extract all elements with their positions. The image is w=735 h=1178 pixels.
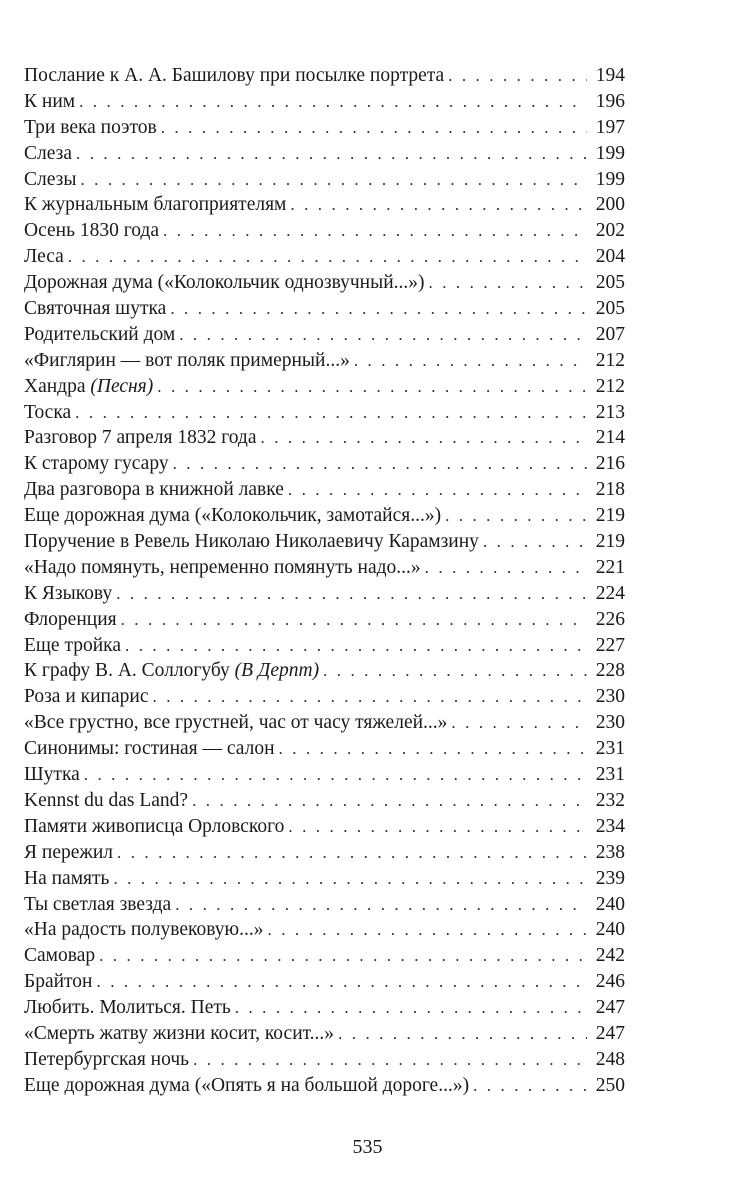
toc-entry-page: 205 xyxy=(595,272,625,294)
toc-entry-title-text: К журнальным благоприятелям xyxy=(24,194,287,216)
toc-entry-title xyxy=(24,167,80,193)
toc-entry xyxy=(24,995,625,1021)
toc-dot-leader xyxy=(80,167,587,193)
toc-entry-title-text: Еще тройка xyxy=(24,634,121,656)
toc-entry xyxy=(24,866,625,892)
toc-entry-page: 231 xyxy=(595,738,625,760)
toc-dot-leader xyxy=(121,607,587,633)
toc-dot-leader xyxy=(429,270,587,296)
toc-entry xyxy=(24,348,625,374)
toc-dot-leader xyxy=(173,451,587,477)
toc-entry-page: 240 xyxy=(595,893,625,915)
toc-entry-title-text: «Смерть жатву жизни косит, косит...» xyxy=(24,1022,335,1044)
toc-entry-title-text: «Фиглярин — вот поляк примерный...» xyxy=(24,349,350,371)
toc-entry-page: 197 xyxy=(595,116,625,138)
toc-entry-page: 214 xyxy=(595,427,625,449)
toc-dot-leader xyxy=(192,788,587,814)
toc-entry-title-text: Родительский дом xyxy=(24,323,176,345)
toc-entry-title-text: Послание к А. А. Башилову при посылке портрета xyxy=(24,65,445,86)
toc-entry-title xyxy=(24,348,354,374)
toc-entry-page: 246 xyxy=(595,971,625,993)
toc-dot-leader xyxy=(288,477,587,503)
toc-entry xyxy=(24,710,625,736)
toc-entry-page: 219 xyxy=(595,505,625,527)
toc-entry-page: 205 xyxy=(595,298,625,320)
toc-entry xyxy=(24,943,625,969)
toc-entry xyxy=(24,969,625,995)
toc-entry-page: 242 xyxy=(595,945,625,967)
toc-entry-title xyxy=(24,296,170,322)
toc-entry-title-text: Самовар xyxy=(24,945,96,967)
toc-entry-page: 248 xyxy=(595,1048,625,1070)
toc-entry-title-text: Брайтон xyxy=(24,971,93,993)
toc-entry xyxy=(24,529,625,555)
toc-dot-leader xyxy=(235,995,587,1021)
toc-entry-page: 221 xyxy=(595,556,625,578)
toc-entry-title xyxy=(24,374,157,400)
toc-entry-title-text: Флоренция xyxy=(24,608,117,630)
toc-entry-title xyxy=(24,218,163,244)
toc-entry xyxy=(24,607,625,633)
toc-entry-page: 228 xyxy=(595,660,625,682)
toc-entry-title xyxy=(24,555,425,581)
toc-entry-title xyxy=(24,141,76,167)
toc-entry xyxy=(24,503,625,529)
toc-entry xyxy=(24,115,625,141)
toc-entry-title xyxy=(24,451,173,477)
toc-entry xyxy=(24,917,625,943)
toc-entry-page: 199 xyxy=(595,168,625,190)
toc-entry-subtitle: (В Дерпт) xyxy=(234,660,320,682)
toc-dot-leader xyxy=(323,658,587,684)
toc-entry-title-text: Любить. Молиться. Петь xyxy=(24,997,231,1019)
toc-entry xyxy=(24,374,625,400)
toc-entry-title-text: Хандра xyxy=(24,375,91,397)
toc-entry xyxy=(24,892,625,918)
toc-entry-title xyxy=(24,400,75,426)
toc-entry-title xyxy=(24,710,451,736)
toc-dot-leader xyxy=(125,633,587,659)
toc-entry-page: 224 xyxy=(595,582,625,604)
toc-entry-title-text: Разговор 7 апреля 1832 года xyxy=(24,427,257,449)
toc-entry-page: 204 xyxy=(595,246,625,268)
toc-entry-title-text: Слеза xyxy=(24,142,72,164)
toc-entry-page: 212 xyxy=(595,375,625,397)
toc-dot-leader xyxy=(161,115,587,141)
toc-entry-title-text: Петербургская ночь xyxy=(24,1048,190,1070)
toc-entry-title-text: Слезы xyxy=(24,168,77,190)
toc-entry-title-text: Памяти живописца Орловского xyxy=(24,815,285,837)
toc-entry-page: 216 xyxy=(595,453,625,475)
toc-entry-page: 239 xyxy=(595,867,625,889)
toc-entry-title xyxy=(24,607,121,633)
toc-entry-title-text: К ним xyxy=(24,90,76,112)
toc-entry xyxy=(24,192,625,218)
toc-entry-title-text: Шутка xyxy=(24,764,80,786)
toc-entry-title xyxy=(24,425,261,451)
toc-entry-title xyxy=(24,270,429,296)
toc-entry-title xyxy=(24,322,179,348)
toc-entry xyxy=(24,296,625,322)
toc-entry-title xyxy=(24,477,288,503)
toc-entry-page: 231 xyxy=(595,764,625,786)
toc-dot-leader xyxy=(175,892,587,918)
toc-entry-title-text: «Все грустно, все грустней, час от часу тяжелей...» xyxy=(24,712,448,734)
toc-entry-title-text: Святочная шутка xyxy=(24,298,167,320)
toc-entry-title xyxy=(24,1047,193,1073)
toc-dot-leader xyxy=(157,374,587,400)
toc-entry xyxy=(24,788,625,814)
toc-entry xyxy=(24,1073,625,1099)
toc-entry-title-text: К старому гусару xyxy=(24,453,169,475)
toc-entry-title-text: «Надо помянуть, непременно помянуть надо...» xyxy=(24,556,421,578)
toc-entry-title xyxy=(24,762,84,788)
toc-dot-leader xyxy=(279,736,587,762)
toc-entry-title-text: Еще дорожная дума («Опять я на большой дороге...») xyxy=(24,1074,470,1096)
toc-entry-page: 212 xyxy=(595,349,625,371)
toc-entry-title-text: Леса xyxy=(24,246,64,268)
toc-dot-leader xyxy=(75,400,587,426)
toc-entry-title-text: Дорожная дума («Колокольчик однозвучный...») xyxy=(24,272,425,294)
toc-dot-leader xyxy=(445,503,587,529)
toc-entry-title xyxy=(24,244,68,270)
toc-entry-title xyxy=(24,684,153,710)
toc-dot-leader xyxy=(268,917,588,943)
toc-dot-leader xyxy=(116,581,587,607)
toc-entry-page: 230 xyxy=(595,686,625,708)
table-of-contents xyxy=(24,63,625,1099)
toc-dot-leader xyxy=(84,762,587,788)
toc-dot-leader xyxy=(290,192,587,218)
toc-dot-leader xyxy=(79,89,587,115)
toc-entry-title xyxy=(24,840,117,866)
toc-dot-leader xyxy=(99,943,587,969)
toc-dot-leader xyxy=(193,1047,587,1073)
toc-dot-leader xyxy=(68,244,587,270)
toc-entry-title-text: Осень 1830 года xyxy=(24,220,159,242)
toc-dot-leader xyxy=(473,1073,587,1099)
toc-entry-page: 238 xyxy=(595,841,625,863)
toc-dot-leader xyxy=(117,840,587,866)
toc-entry-title-text: К Языкову xyxy=(24,582,113,604)
toc-dot-leader xyxy=(448,63,587,89)
toc-entry xyxy=(24,658,625,684)
toc-entry-title-text: Я пережил xyxy=(24,841,114,863)
toc-entry-title-text: К графу В. А. Соллогубу xyxy=(24,660,235,682)
toc-entry-title xyxy=(24,969,97,995)
toc-entry xyxy=(24,89,625,115)
toc-dot-leader xyxy=(113,866,587,892)
toc-entry-page: 234 xyxy=(595,815,625,837)
toc-entry xyxy=(24,684,625,710)
toc-dot-leader xyxy=(288,814,587,840)
toc-entry-title-text: Синонимы: гостиная — салон xyxy=(24,738,275,760)
toc-entry-title-text: Роза и кипарис xyxy=(24,686,149,708)
toc-entry-title xyxy=(24,581,116,607)
toc-dot-leader xyxy=(483,529,587,555)
toc-entry xyxy=(24,63,625,89)
toc-entry-title xyxy=(24,529,483,555)
toc-dot-leader xyxy=(76,141,587,167)
toc-entry-title xyxy=(24,63,448,89)
toc-entry-page: 247 xyxy=(595,997,625,1019)
toc-entry-title-text: Ты светлая звезда xyxy=(24,893,172,915)
toc-entry xyxy=(24,400,625,426)
toc-entry xyxy=(24,270,625,296)
toc-dot-leader xyxy=(163,218,587,244)
toc-dot-leader xyxy=(425,555,587,581)
toc-entry-page: 240 xyxy=(595,919,625,941)
toc-entry-page: 200 xyxy=(595,194,625,216)
toc-entry xyxy=(24,167,625,193)
toc-entry xyxy=(24,581,625,607)
toc-dot-leader xyxy=(170,296,587,322)
toc-entry-subtitle: (Песня) xyxy=(90,375,154,397)
toc-entry-title-text: Тоска xyxy=(24,401,72,423)
toc-entry xyxy=(24,425,625,451)
toc-entry-page: 213 xyxy=(595,401,625,423)
toc-entry xyxy=(24,141,625,167)
toc-entry xyxy=(24,633,625,659)
toc-entry-page: 227 xyxy=(595,634,625,656)
toc-entry-page: 230 xyxy=(595,712,625,734)
toc-entry-title xyxy=(24,995,235,1021)
toc-entry-title xyxy=(24,115,161,141)
toc-entry-title xyxy=(24,892,175,918)
toc-dot-leader xyxy=(451,710,587,736)
toc-entry xyxy=(24,451,625,477)
toc-entry xyxy=(24,477,625,503)
toc-entry xyxy=(24,840,625,866)
toc-dot-leader xyxy=(354,348,587,374)
toc-entry-page: 196 xyxy=(595,90,625,112)
toc-entry-page: 247 xyxy=(595,1022,625,1044)
toc-entry-title xyxy=(24,658,323,684)
toc-entry-title xyxy=(24,1073,473,1099)
toc-entry-page: 250 xyxy=(595,1074,625,1096)
toc-dot-leader xyxy=(97,969,588,995)
toc-entry-page: 199 xyxy=(595,142,625,164)
toc-entry xyxy=(24,762,625,788)
toc-entry xyxy=(24,1021,625,1047)
toc-entry-page: 202 xyxy=(595,220,625,242)
toc-entry xyxy=(24,244,625,270)
toc-entry xyxy=(24,814,625,840)
toc-entry xyxy=(24,1047,625,1073)
toc-entry-title-text: Kennst du das Land? xyxy=(24,789,189,811)
toc-entry xyxy=(24,555,625,581)
toc-entry xyxy=(24,218,625,244)
toc-entry-title xyxy=(24,1021,338,1047)
toc-entry xyxy=(24,322,625,348)
toc-entry-title xyxy=(24,192,290,218)
toc-entry-title-text: Три века поэтов xyxy=(24,116,157,138)
toc-entry-title-text: Поручение в Ревель Николаю Николаевичу Карамзину xyxy=(24,531,479,553)
toc-entry-page: 207 xyxy=(595,323,625,345)
toc-entry-title xyxy=(24,89,79,115)
toc-entry-title-text: На память xyxy=(24,867,110,889)
toc-entry xyxy=(24,736,625,762)
toc-dot-leader xyxy=(153,684,588,710)
toc-entry-page: 232 xyxy=(595,789,625,811)
toc-entry-page: 219 xyxy=(595,531,625,553)
toc-entry-title-text: Два разговора в книжной лавке xyxy=(24,479,284,501)
toc-dot-leader xyxy=(338,1021,587,1047)
toc-entry-title xyxy=(24,943,99,969)
page-number: 535 xyxy=(352,1136,383,1158)
toc-entry-title xyxy=(24,814,288,840)
toc-entry-title xyxy=(24,503,445,529)
toc-entry-title-text: «На радость полувековую...» xyxy=(24,919,264,941)
toc-entry-title xyxy=(24,633,125,659)
toc-dot-leader xyxy=(261,425,587,451)
toc-entry-title-text: Еще дорожная дума («Колокольчик, замотайся...») xyxy=(24,505,442,527)
toc-entry-page: 226 xyxy=(595,608,625,630)
toc-entry-page: 218 xyxy=(595,479,625,501)
toc-entry-title xyxy=(24,866,113,892)
toc-entry-title xyxy=(24,917,268,943)
toc-dot-leader xyxy=(179,322,587,348)
toc-entry-title xyxy=(24,736,279,762)
toc-entry-page: 194 xyxy=(595,65,625,86)
toc-entry-title xyxy=(24,788,192,814)
